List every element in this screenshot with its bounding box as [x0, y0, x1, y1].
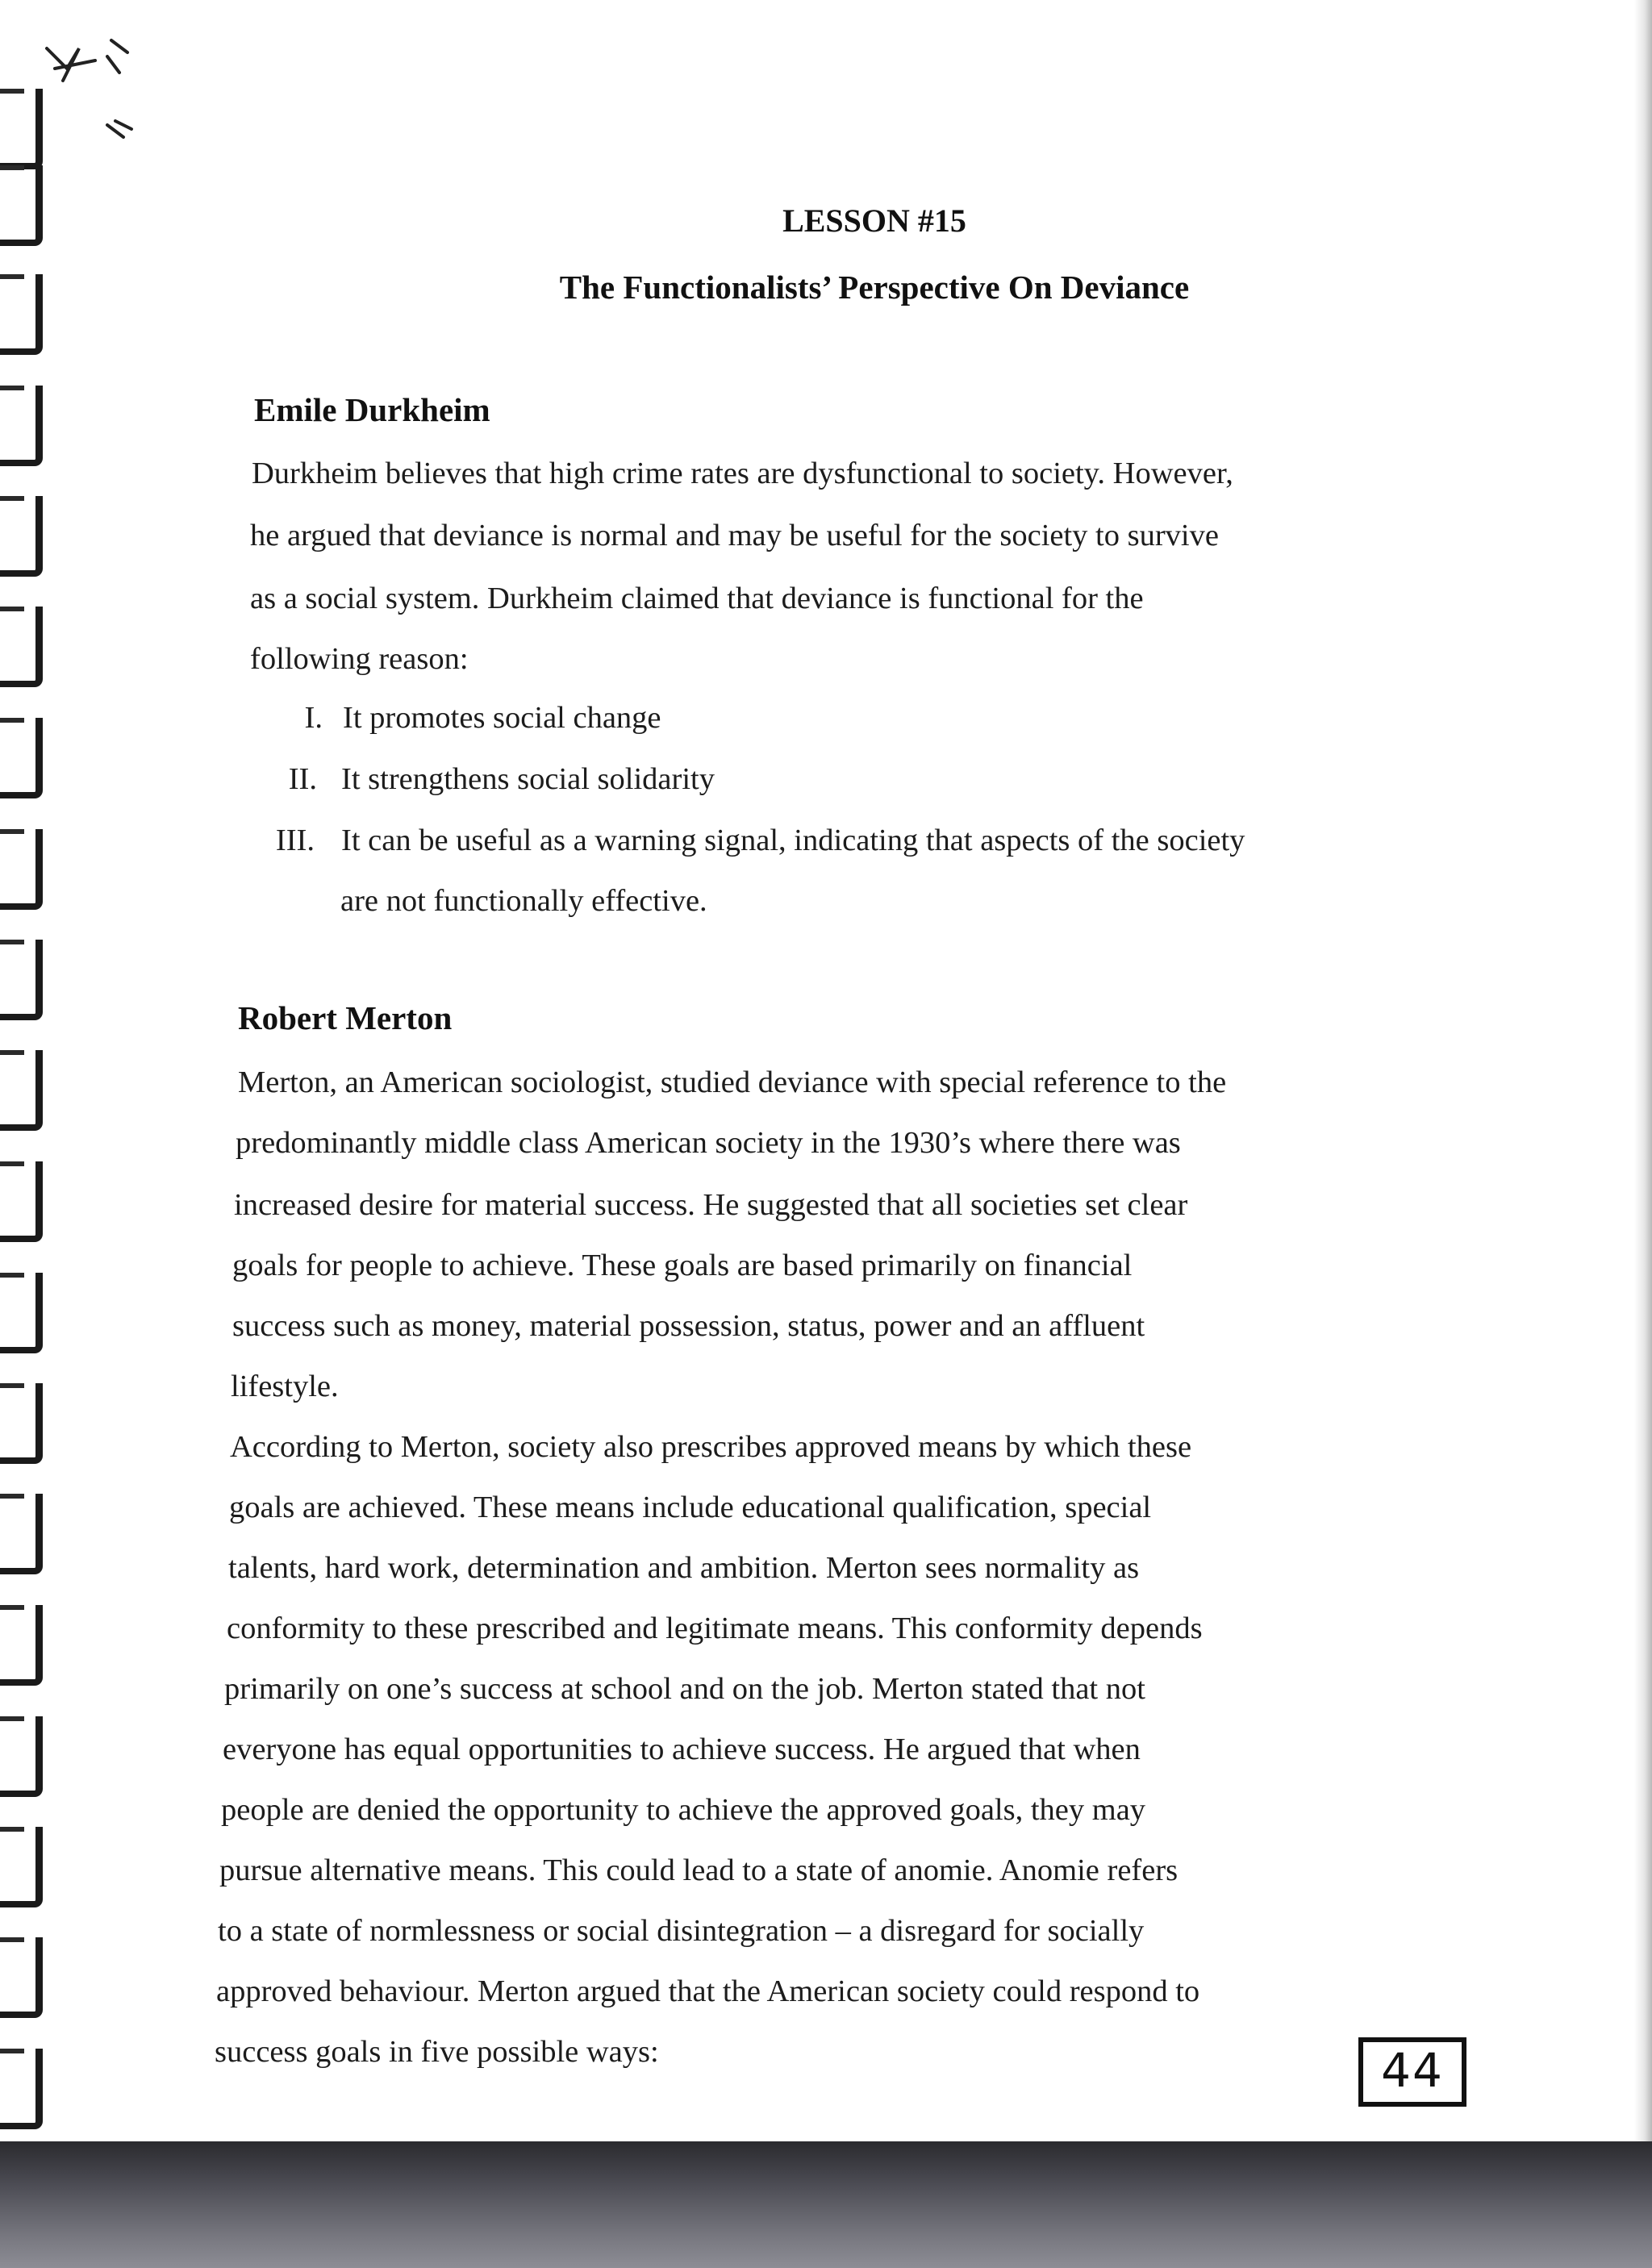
- paragraph-line: people are denied the opportunity to achieve the approved goals, they may: [221, 1793, 1146, 1827]
- paragraph-line: following reason:: [250, 642, 469, 676]
- paragraph-line: predominantly middle class American society in the 1930’s where there was: [236, 1126, 1181, 1160]
- paragraph-line: lifestyle.: [231, 1370, 339, 1403]
- binding-ring: [0, 2049, 43, 2129]
- binding-ring: [0, 496, 43, 577]
- paragraph-line: success goals in five possible ways:: [215, 2035, 659, 2069]
- list-item-continuation: are not functionally effective.: [340, 884, 707, 918]
- paragraph-line: Durkheim believes that high crime rates are dysfunctional to society. However,: [252, 457, 1233, 490]
- binding-ring: [0, 1827, 43, 1907]
- paragraph-line: to a state of normlessness or social disintegration – a disregard for socially: [218, 1914, 1145, 1948]
- paragraph-line: goals are achieved. These means include educational qualification, special: [229, 1490, 1152, 1524]
- binding-ring: [0, 607, 43, 687]
- list-number: I.: [304, 701, 323, 735]
- binding-ring: [0, 1494, 43, 1574]
- binding-ring: [0, 1161, 43, 1242]
- lesson-label: LESSON #15: [782, 202, 966, 239]
- binding-ring: [0, 1605, 43, 1686]
- list-item: It can be useful as a warning signal, indicating that aspects of the society: [341, 823, 1245, 857]
- list-number: III.: [275, 823, 315, 857]
- binding-ring: [0, 829, 43, 910]
- pen-scribble: [31, 24, 144, 145]
- spiral-binding: [0, 0, 73, 2141]
- binding-ring: [0, 718, 43, 798]
- binding-ring: [0, 1937, 43, 2018]
- paragraph-line: primarily on one’s success at school and on the job. Merton stated that not: [224, 1672, 1145, 1706]
- paragraph-line: conformity to these prescribed and legitimate means. This conformity depends: [227, 1611, 1203, 1645]
- paragraph-line: talents, hard work, determination and ambition. Merton sees normality as: [228, 1551, 1140, 1585]
- paragraph-line: pursue alternative means. This could lead to a state of anomie. Anomie refers: [219, 1853, 1179, 1887]
- binding-ring: [0, 1383, 43, 1464]
- paragraph-line: goals for people to achieve. These goals are based primarily on financial: [232, 1249, 1133, 1282]
- paragraph-line: success such as money, material possession, status, power and an affluent: [232, 1309, 1145, 1343]
- list-item: It strengthens social solidarity: [341, 762, 715, 796]
- paragraph-line: everyone has equal opportunities to achieve success. He argued that when: [223, 1732, 1141, 1766]
- page-edge-shadow: [1634, 0, 1652, 2141]
- section-heading-durkheim: Emile Durkheim: [254, 391, 490, 428]
- paragraph-line: According to Merton, society also prescribes approved means by which these: [230, 1430, 1192, 1464]
- binding-ring: [0, 940, 43, 1020]
- binding-ring: [0, 1050, 43, 1131]
- paragraph-line: approved behaviour. Merton argued that the American society could respond to: [216, 1974, 1200, 2008]
- section-heading-merton: Robert Merton: [238, 999, 453, 1036]
- paragraph-line: increased desire for material success. He suggested that all societies set clear: [234, 1188, 1188, 1222]
- binding-ring: [0, 1716, 43, 1797]
- scanner-background: [0, 2141, 1652, 2268]
- paragraph-line: as a social system. Durkheim claimed that deviance is functional for the: [250, 582, 1144, 615]
- binding-ring: [0, 1273, 43, 1353]
- paragraph-line: Merton, an American sociologist, studied deviance with special reference to the: [238, 1065, 1227, 1099]
- binding-ring: [0, 386, 43, 466]
- page-title: The Functionalists’ Perspective On Deviance: [559, 269, 1190, 306]
- paragraph-line: he argued that deviance is normal and may be useful for the society to survive: [250, 519, 1219, 552]
- page-number-box: 44: [1358, 2037, 1466, 2107]
- list-number: II.: [288, 762, 317, 796]
- list-item: It promotes social change: [343, 701, 661, 735]
